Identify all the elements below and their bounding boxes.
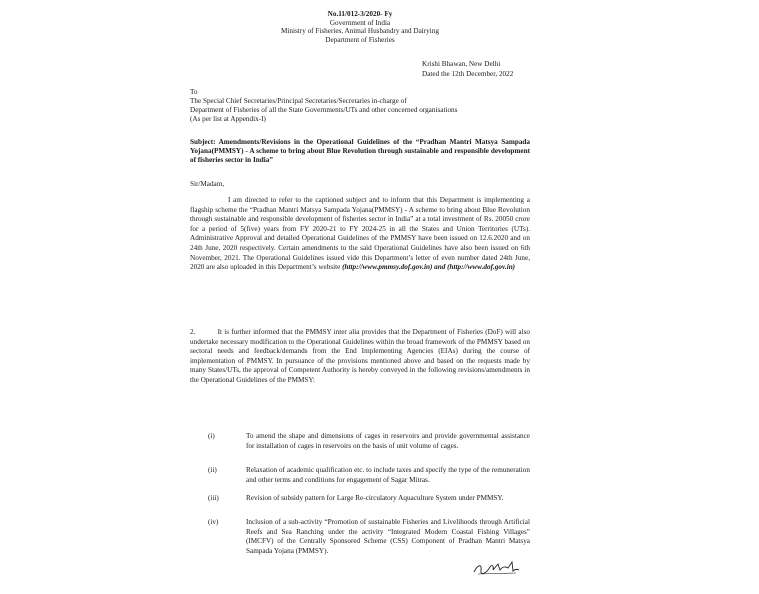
ministry-line: Ministry of Fisheries, Animal Husbandry and Dairying xyxy=(281,27,439,36)
list-item-number: (iv) xyxy=(208,518,219,526)
to-label: To xyxy=(190,88,198,96)
place-line: Krishi Bhawan, New Delhi xyxy=(422,60,501,68)
paragraph-2-text: It is further informed that the PMMSY inter alia provides that the Department of Fisheries (DoF) will also undertake necessary modification to the Operational Guidelines within the broad framework of the PMMSY based on sectoral needs and feedback/demands from the End Implementing Agencies (EIAs) during the course of implementation of PMMSY. In pursuance of the provisions mentioned above and based on the requests made by many States/UTs, the approval of Competent Authority is hereby conveyed in the following revisions/amendments in the Operational Guidelines of the PMMSY: xyxy=(190,328,530,384)
paragraph-1-text: I am directed to refer to the captioned subject and to inform that this Department is implementing a flagship scheme the “Pradhan Mantri Matsya Sampada Yojana(PMMSY) - A scheme to bring about Blue Revolution through sustainable and responsible development of fisheries sector in India” at a total investment of Rs. 20050 crore for a period of 5(five) years from FY 2020-21 to FY 2024-25 in all the States and Union Territories (UTs). Administrative Approval and detailed Operational Guidelines of the PMMSY have been issued on 12.6.2020 and on 24th June, 2020 respectively. Certain amendments to the said Operational Guidelines have also been issued on 6th November, 2021. The Operational Guidelines issued vide this Department’s letter of even number dated 24th June, 2020 are also uploaded in this Department’s website xyxy=(190,196,530,272)
paragraph-2-number: 2. xyxy=(190,328,196,336)
handwritten-signature xyxy=(472,558,520,578)
salutation: Sir/Madam, xyxy=(190,180,225,188)
addressee-line-2: Department of Fisheries of all the State Governments/UTs and other concerned organisations xyxy=(190,106,458,114)
website-links: (http://www.pmmsy.dof.gov.in) and (http://www.dof.gov.in) xyxy=(342,263,516,272)
list-item-number: (iii) xyxy=(208,494,219,502)
government-line: Government of India xyxy=(329,18,391,27)
date-line: Dated the 12th December, 2022 xyxy=(422,70,514,78)
letter-page xyxy=(190,10,530,590)
letter-header xyxy=(190,10,530,44)
subject-line: Subject: Amendments/Revisions in the Operational Guidelines of the “Pradhan Mantri Matsya Sampada Yojana(PMMSY) - A scheme to bring about Blue Revolution through sustainable and responsible development of fisheries sector in India” xyxy=(190,138,530,165)
addressee-line-1: The Special Chief Secretaries/Principal Secretaries/Secretaries in-charge of xyxy=(190,97,407,105)
list-item-number: (i) xyxy=(208,432,215,440)
addressee-line-3: (As per list at Appendix-I) xyxy=(190,115,266,123)
paragraph-1 xyxy=(190,196,530,273)
list-item-text: To amend the shape and dimensions of cages in reservoirs and provide governmental assistance for installation of cages in reservoirs on the basis of unit volume of cages. xyxy=(246,432,530,450)
file-number: No.11/012-3/2020- Fy xyxy=(327,10,393,18)
paragraph-2 xyxy=(190,328,530,386)
list-item-text: Inclusion of a sub-activity “Promotion of sustainable Fisheries and Livelihoods through Artificial Reefs and Sea Ranching under the activity “Integrated Modern Coastal Fishing Villages” (IMCFV) of the Centrally Sponsored Scheme (CSS) Component of Pradhan Mantri Matsya Sampada Yojana (PMMSY). xyxy=(246,518,530,555)
list-item-text: Revision of subsidy pattern for Large Re-circulatory Aquaculture System under PMMSY. xyxy=(246,494,504,502)
list-item-number: (ii) xyxy=(208,466,217,474)
list-item-text: Relaxation of academic qualification etc. to include taxes and specify the type of the remuneration and other terms and conditions for engagement of Sagar Mitras. xyxy=(246,466,530,484)
department-line: Department of Fisheries xyxy=(325,35,395,44)
